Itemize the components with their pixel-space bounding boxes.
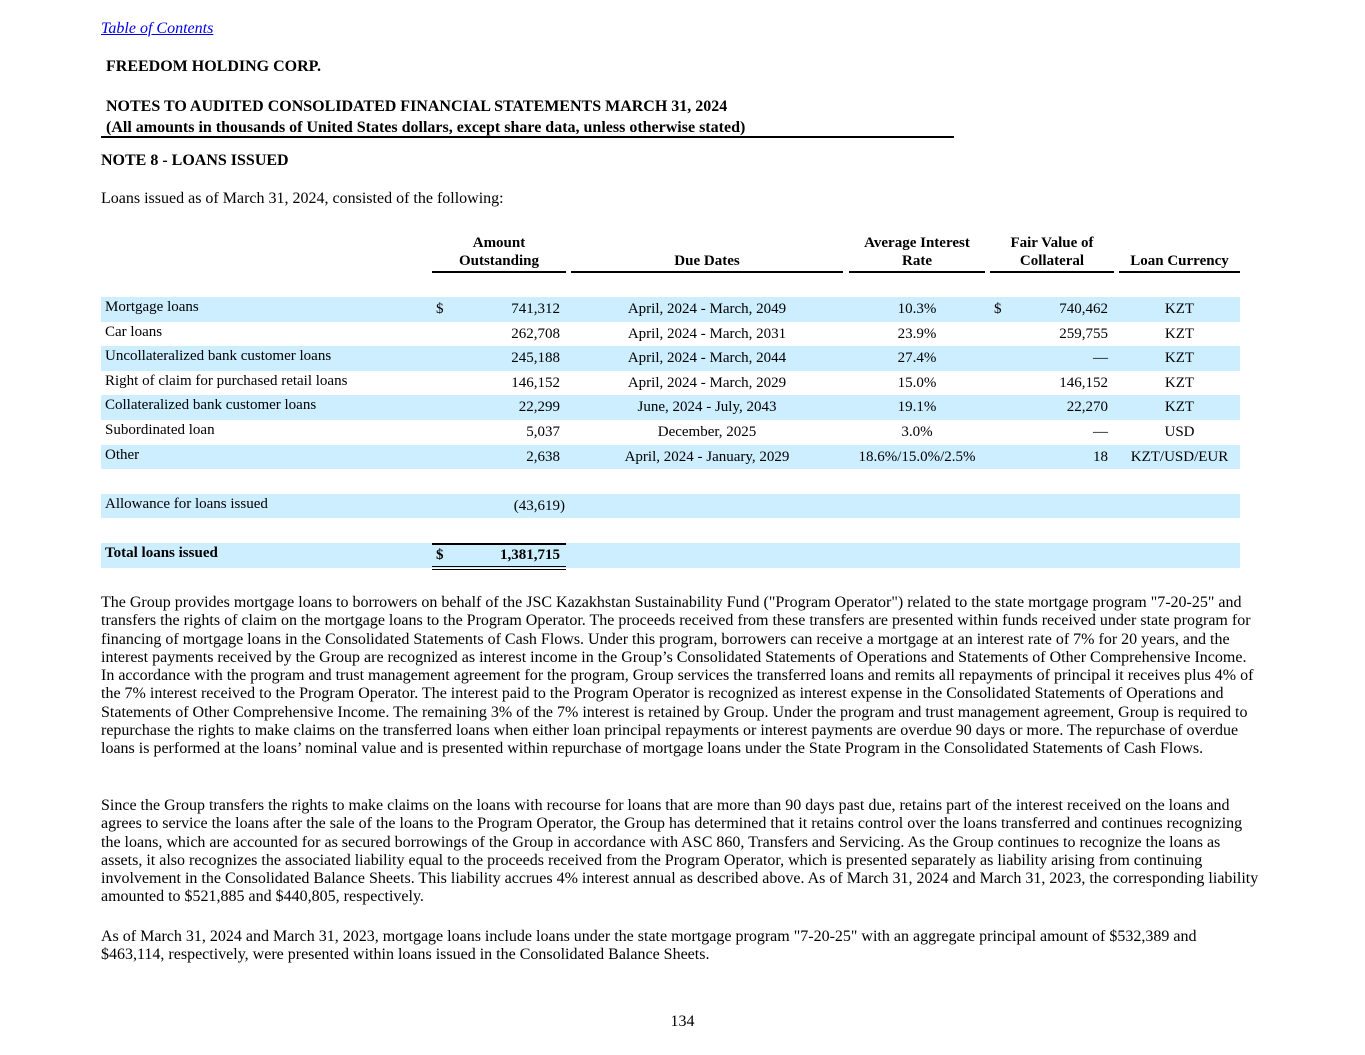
col-header-amount bbox=[432, 234, 566, 273]
loan-currency: KZT/USD/EUR bbox=[1130, 448, 1229, 465]
interest-rate: 23.9% bbox=[897, 325, 937, 342]
currency-symbol: $ bbox=[436, 301, 444, 317]
fair-value: 18 bbox=[1093, 448, 1108, 465]
col-header-fair-value bbox=[990, 234, 1114, 273]
col-header-amount-line1: Amount bbox=[472, 235, 526, 251]
col-header-currency: Loan Currency bbox=[1119, 252, 1240, 273]
company-name: FREEDOM HOLDING CORP. bbox=[106, 58, 321, 75]
fair-value: 146,152 bbox=[1059, 374, 1108, 391]
row-label: Car loans bbox=[105, 323, 163, 340]
col-header-rate bbox=[849, 234, 985, 273]
allowance-row bbox=[101, 494, 1240, 519]
fair-value: — bbox=[1093, 423, 1108, 440]
col-header-fair-line2: Collateral bbox=[1019, 253, 1085, 269]
loan-currency: USD bbox=[1164, 423, 1195, 440]
amount-outstanding: 5,037 bbox=[526, 423, 560, 440]
interest-rate: 18.6%/15.0%/2.5% bbox=[858, 448, 976, 465]
table-row bbox=[101, 445, 1240, 470]
amount-outstanding: 245,188 bbox=[511, 350, 560, 367]
col-header-rate-line2: Rate bbox=[902, 253, 932, 269]
amount-outstanding: 22,299 bbox=[518, 399, 560, 416]
notes-subtitle: (All amounts in thousands of United States dollars, except share data, unless otherwise stated) bbox=[106, 119, 746, 136]
header-divider bbox=[101, 136, 954, 138]
allowance-amount: (43,619) bbox=[513, 497, 565, 514]
interest-rate: 3.0% bbox=[901, 423, 933, 440]
row-label: Mortgage loans bbox=[105, 299, 199, 315]
spacer-row bbox=[101, 518, 1240, 543]
loans-table bbox=[101, 233, 1240, 568]
total-amount: 1,381,715 bbox=[500, 546, 560, 563]
table-of-contents-link[interactable]: Table of Contents bbox=[101, 20, 214, 37]
table-row bbox=[101, 297, 1240, 322]
row-label: Right of claim for purchased retail loans bbox=[105, 372, 348, 389]
interest-rate: 15.0% bbox=[897, 374, 937, 391]
row-label: Uncollateralized bank customer loans bbox=[105, 348, 332, 365]
amount-outstanding: 262,708 bbox=[511, 325, 560, 342]
interest-rate: 10.3% bbox=[897, 301, 937, 317]
currency-symbol: $ bbox=[994, 301, 1002, 317]
table-row bbox=[101, 346, 1240, 371]
amount-outstanding: 741,312 bbox=[511, 301, 560, 317]
paragraph-program-description: The Group provides mortgage loans to borrowers on behalf of the JSC Kazakhstan Sustainability Fund ("Program Operator") related to the state mortgage program "7-20-25" and transfers the rights of claim on the mortgage loans to the Program Operator. The proceeds received from these transfers are presented within funds received under state program for financing of mortgage loans in the Consolidated Statements of Cash Flows. Under this program, borrowers can receive a mortgage at an interest rate of 7% for 20 years, and the interest payments received by the Group are recognized as interest income in the Group’s Consolidated Statements of Operations and Statements of Other Comprehensive Income. In accordance with the program and trust management agreement for the program, Group services the transferred loans and remits all repayments of principal it receives plus 4% of the 7% interest received to the Program Operator. The interest paid to the Program Operator is recognized as interest expense in the Consolidated Statements of Operations and Statements of Other Comprehensive Income. The remaining 3% of the 7% interest is retained by Group. Under the program and trust management agreement, Group is required to repurchase the rights to make claims on the transferred loans when either loan principal repayments or interest payments are overdue 90 days or more. The repurchase of overdue loans is performed at the loans’ nominal value and is presented within repurchase of mortgage loans under the State Program in the Consolidated Statements of Cash Flows. bbox=[101, 594, 1254, 758]
total-row bbox=[101, 543, 1240, 568]
loan-currency: KZT bbox=[1164, 301, 1195, 317]
amount-outstanding: 2,638 bbox=[526, 448, 560, 465]
fair-value: 259,755 bbox=[1059, 325, 1108, 342]
fair-value: 22,270 bbox=[1066, 399, 1108, 416]
col-header-due-dates: Due Dates bbox=[571, 252, 843, 273]
due-dates: April, 2024 - March, 2029 bbox=[627, 374, 787, 391]
interest-rate: 19.1% bbox=[897, 399, 937, 416]
fair-value: — bbox=[1093, 350, 1108, 367]
notes-title: NOTES TO AUDITED CONSOLIDATED FINANCIAL STATEMENTS MARCH 31, 2024 bbox=[106, 98, 728, 115]
col-header-fair-line1: Fair Value of bbox=[1010, 235, 1094, 251]
table-row bbox=[101, 371, 1240, 396]
notes-title-block bbox=[106, 96, 745, 138]
note-heading: NOTE 8 - LOANS ISSUED bbox=[101, 152, 289, 169]
paragraph-mortgage-principal: As of March 31, 2024 and March 31, 2023, mortgage loans include loans under the state mortgage program "7-20-25" with an aggregate principal amount of $532,389 and $463,114, respectively, were presented within loans issued in the Consolidated Balance Sheets. bbox=[101, 928, 1197, 964]
paragraph-control-assessment: Since the Group transfers the rights to make claims on the loans with recourse for loans that are more than 90 days past due, retains part of the interest received on the loans and agrees to service the loans after the sale of the loans to the Program Operator, the Group has determined that it retains control over the loans transferred and continues recognizing the loans, which are accounted for as secured borrowings of the Group in accordance with ASC 860, Transfers and Servicing. As the Group continues to recognize the loans as assets, it also recognizes the associated liability equal to the proceeds received from the Program Operator, which is presented separately as liability arising from continuing involvement in the Consolidated Balance Sheets. This liability accrues 4% interest annual as described above. As of March 31, 2024 and March 31, 2023, the corresponding liability amounted to $521,885 and $440,805, respectively. bbox=[101, 797, 1259, 906]
loan-currency: KZT bbox=[1164, 399, 1195, 416]
row-label: Total loans issued bbox=[105, 544, 218, 561]
page-number: 134 bbox=[670, 1013, 695, 1030]
interest-rate: 27.4% bbox=[897, 350, 937, 367]
row-label: Allowance for loans issued bbox=[105, 495, 268, 512]
amount-outstanding: 146,152 bbox=[511, 374, 560, 391]
loan-currency: KZT bbox=[1164, 350, 1195, 367]
fair-value: 740,462 bbox=[1059, 301, 1108, 317]
due-dates: April, 2024 - January, 2029 bbox=[624, 448, 790, 465]
due-dates: April, 2024 - March, 2031 bbox=[627, 325, 787, 342]
loan-currency: KZT bbox=[1164, 374, 1195, 391]
row-label: Subordinated loan bbox=[105, 421, 215, 438]
table-row bbox=[101, 322, 1240, 347]
row-label: Other bbox=[105, 446, 140, 463]
table-row bbox=[101, 395, 1240, 420]
due-dates: December, 2025 bbox=[657, 423, 757, 440]
col-header-amount-line2: Outstanding bbox=[458, 253, 540, 269]
currency-symbol: $ bbox=[436, 546, 444, 563]
col-header-rate-line1: Average Interest bbox=[864, 235, 970, 251]
due-dates: June, 2024 - July, 2043 bbox=[637, 399, 777, 416]
row-label: Collateralized bank customer loans bbox=[105, 397, 317, 414]
spacer-row bbox=[101, 469, 1240, 494]
due-dates: April, 2024 - March, 2049 bbox=[627, 301, 787, 317]
table-header bbox=[101, 233, 1240, 273]
table-row bbox=[101, 420, 1240, 445]
loan-currency: KZT bbox=[1164, 325, 1195, 342]
due-dates: April, 2024 - March, 2044 bbox=[627, 350, 787, 367]
note-intro: Loans issued as of March 31, 2024, consisted of the following: bbox=[101, 190, 504, 207]
